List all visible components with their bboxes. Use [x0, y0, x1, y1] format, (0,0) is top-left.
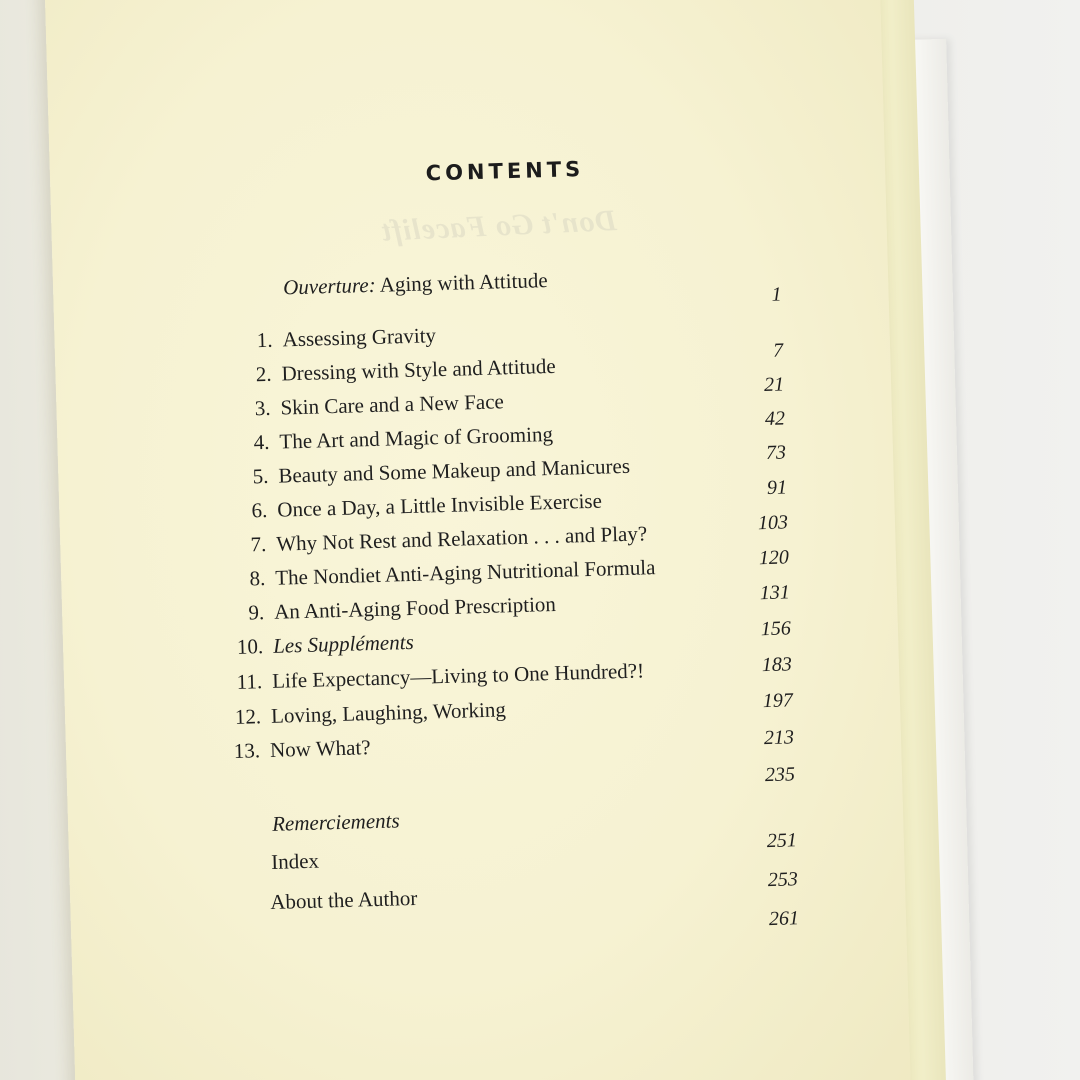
chapter-title: Loving, Laughing, Working	[270, 697, 507, 728]
toc-page-number: 197	[762, 689, 794, 713]
toc-page-number: 131	[759, 581, 791, 605]
toc-entry-chapter	[236, 658, 645, 694]
toc-page-number: 91	[766, 476, 788, 499]
back-matter-title: Remerciements	[271, 808, 400, 836]
overture-label: Ouverture:	[282, 272, 376, 300]
contents-heading: CONTENTS	[425, 156, 585, 186]
toc-entry-chapter	[251, 488, 603, 523]
toc-page-number: 1	[771, 283, 782, 306]
toc-entry-back-matter	[270, 886, 418, 915]
chapter-number: 12.	[234, 704, 262, 729]
toc-page-number: 73	[765, 441, 787, 464]
toc-entry-chapter	[256, 323, 437, 353]
chapter-number: 11.	[236, 669, 263, 694]
back-matter-title: About the Author	[269, 885, 418, 914]
chapter-title: Now What?	[269, 735, 371, 762]
toc-entry-chapter	[249, 555, 656, 591]
chapter-number: 10.	[236, 634, 264, 659]
chapter-number: 9.	[248, 600, 265, 625]
toc-entry-chapter	[236, 629, 415, 659]
toc-entry-chapter	[254, 389, 505, 421]
overture-title: Aging with Attitude	[379, 268, 549, 297]
toc-entry-chapter	[234, 697, 507, 729]
toc-page-number: 21	[763, 373, 785, 397]
toc-entry-chapter	[252, 453, 631, 489]
chapter-title: The Art and Magic of Grooming	[279, 421, 554, 454]
toc-entry-back-matter	[271, 849, 320, 875]
toc-entry-chapter	[250, 521, 648, 557]
toc-entry-chapter	[233, 735, 371, 763]
toc-page-number: 251	[766, 829, 798, 853]
chapter-number: 13.	[233, 738, 261, 763]
chapter-title: Why Not Rest and Relaxation . . . and Play?	[275, 521, 648, 556]
toc-page-number: 253	[767, 868, 799, 892]
toc-page-number: 183	[761, 653, 793, 677]
toc-entry-back-matter	[272, 808, 400, 837]
chapter-number: 5.	[252, 463, 269, 489]
chapter-title: Life Expectancy—Living to One Hundred?!	[271, 658, 645, 693]
chapter-title: Assessing Gravity	[282, 323, 437, 352]
contents-page	[45, 0, 912, 1080]
toc-page-number: 213	[763, 726, 795, 750]
toc-entry-chapter	[255, 353, 556, 387]
chapter-title: Dressing with Style and Attitude	[281, 353, 556, 386]
chapter-title: An Anti-Aging Food Prescription	[273, 591, 557, 624]
chapter-number: 2.	[255, 361, 272, 387]
chapter-number: 6.	[251, 497, 268, 523]
chapter-number: 7.	[250, 531, 267, 557]
toc-page-number: 120	[758, 546, 790, 570]
toc-page-number: 42	[764, 407, 786, 430]
toc-page-number: 103	[757, 511, 789, 535]
chapter-title: Once a Day, a Little Invisible Exercise	[277, 488, 603, 522]
back-matter-title: Index	[270, 848, 320, 874]
show-through-text: Don't Go Facelift	[380, 204, 618, 248]
chapter-title: The Nondiet Anti-Aging Nutritional Formula	[274, 555, 656, 590]
toc-entry-overture	[283, 268, 548, 300]
toc-page-number: 235	[764, 763, 796, 787]
chapter-title: Beauty and Some Makeup and Manicures	[278, 453, 631, 488]
chapter-number: 8.	[249, 566, 266, 591]
toc-page-number: 156	[760, 617, 792, 641]
toc-entry-chapter	[248, 591, 557, 625]
chapter-title: Les Suppléments	[272, 629, 415, 658]
chapter-number: 3.	[254, 395, 271, 421]
chapter-title: Skin Care and a New Face	[280, 389, 505, 420]
chapter-number: 1.	[256, 327, 273, 353]
toc-page-number: 261	[768, 907, 800, 931]
toc-entry-chapter	[253, 421, 554, 455]
toc-page-number: 7	[772, 339, 784, 362]
chapter-number: 4.	[253, 429, 270, 455]
